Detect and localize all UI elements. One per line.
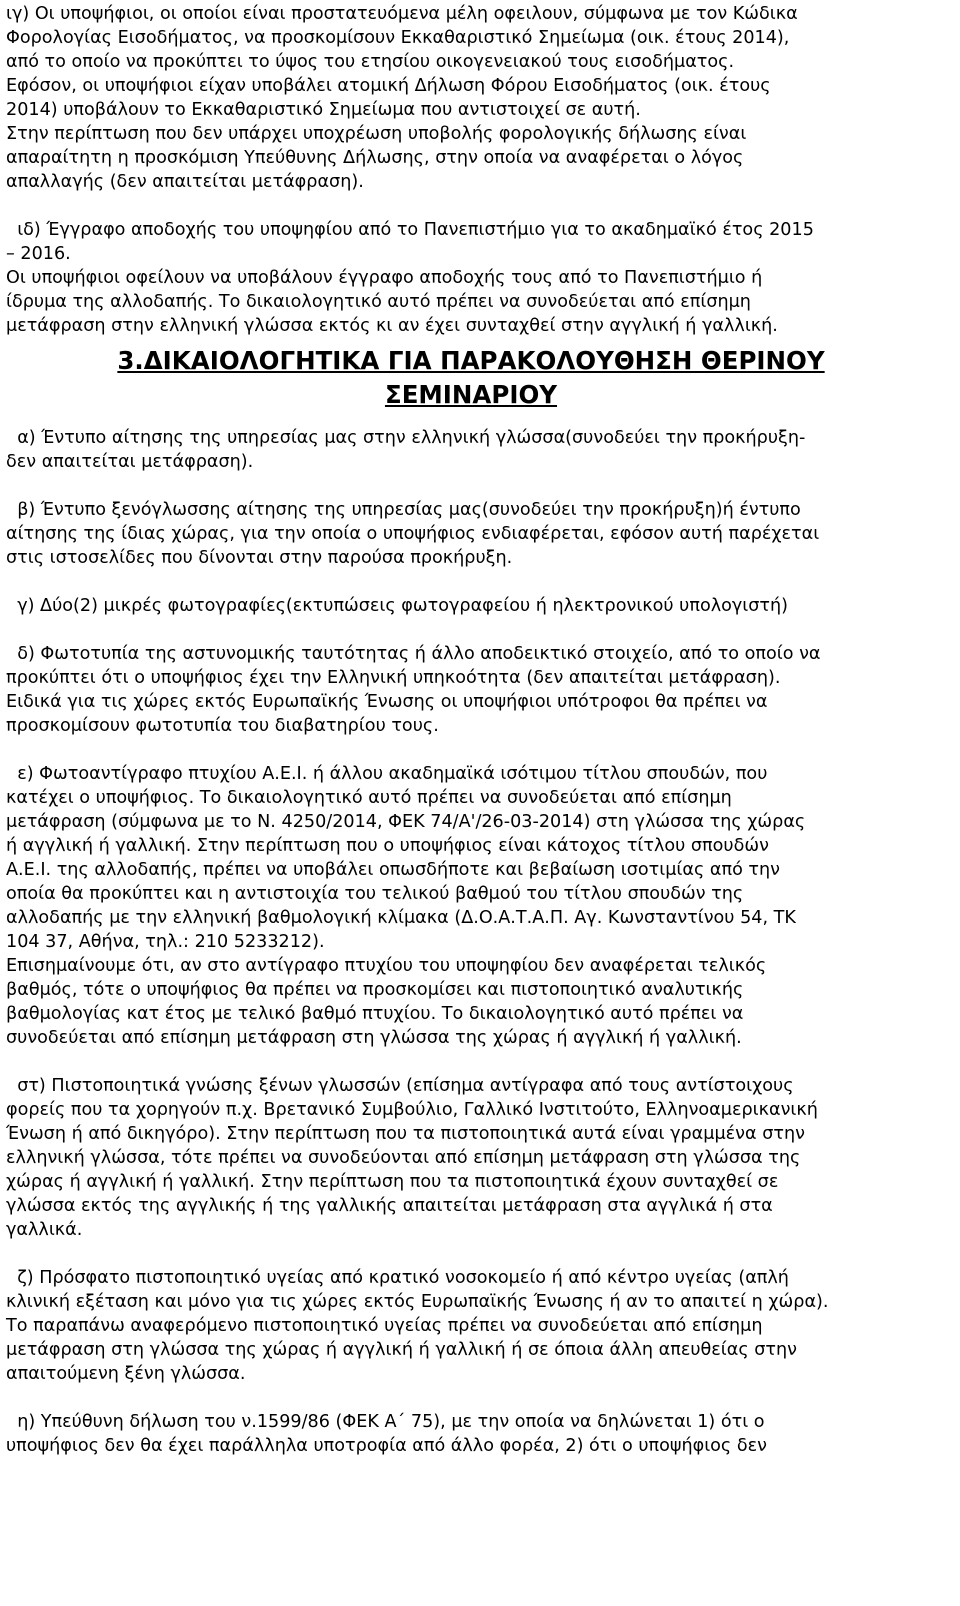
paragraph-st-language-certificates: στ) Πιστοποιητικά γνώσης ξένων γλωσσών (επίσημα αντίγραφα από τους αντίστοιχους φορείς που τα χορηγούν π.χ. Βρετανικό Συμβούλιο, Γαλλικό Ινστιτούτο, Ελληνοαμερικανική Ένωση ή από δικηγόρο). Στην περίπτωση που τα πιστοποιητικά αυτά είναι γραμμένα στην ελληνική γλώσσα, τότε πρέπει να συνοδεύονται από επίσημη μετάφραση στη γλώσσα της χώρας ή αγγλική ή γαλλική. Στην περίπτωση που τα πιστοποιητικά έχουν συνταχθεί σε γλώσσα εκτός της αγγλικής ή της γαλλικής απαιτείται μετάφραση στα αγγλικά ή στα γαλλικά. — [6, 1076, 818, 1240]
paragraph-spacer — [6, 1386, 936, 1410]
paragraph-d-id-card: δ) Φωτοτυπία της αστυνομικής ταυτότητας ή άλλο αποδεικτικό στοιχείο, από το οποίο να προκύπτει ότι ο υποψήφιος έχει την Ελληνική υπηκοότητα (δεν απαιτείται μετάφραση). Ειδικά για τις χώρες εκτός Ευρωπαϊκής Ένωσης οι υποψήφιοι υπότροφοι θα πρέπει να προσκομίσουν φωτοτυπία του διαβατηρίου τους. — [6, 644, 821, 736]
section-heading: 3.ΔΙΚΑΙΟΛΟΓΗΤΙΚΑ ΓΙΑ ΠΑΡΑΚΟΛΟΥΘΗΣΗ ΘΕΡΙΝΟΥ ΣΕΜΙΝΑΡΙΟΥ — [117, 346, 825, 409]
paragraph-spacer — [6, 474, 936, 498]
document-page — [6, 2, 936, 1458]
paragraph-spacer — [6, 1242, 936, 1266]
paragraph-spacer — [6, 194, 936, 218]
paragraph-spacer — [6, 570, 936, 594]
paragraph-ig-tax-statement: ιγ) Οι υποψήφιοι, οι οποίοι είναι προστατευόμενα μέλη οφειλουν, σύμφωνα με τον Κώδικα Φορολογίας Εισοδήματος, να προσκομίσουν Εκκαθαριστικό Σημείωμα (οικ. έτους 2014), από το οποίο να προκύπτει το ύψος του ετησίου οικογενειακού τους εισοδήματος. Εφόσον, οι υποψήφιοι είχαν υποβάλει ατομική Δήλωση Φόρου Εισοδήματος (οικ. έτους 2014) υποβάλουν το Εκκαθαριστικό Σημείωμα που αντιστοιχεί σε αυτή. Στην περίπτωση που δεν υπάρχει υποχρέωση υποβολής φορολογικής δήλωσης είναι απαραίτητη η προσκόμιση Υπεύθυνης Δήλωσης, στην οποία να αναφέρεται ο λόγος απαλλαγής (δεν απαιτείται μετάφραση). — [6, 4, 798, 192]
paragraph-spacer — [6, 738, 936, 762]
paragraph-z-health-certificate: ζ) Πρόσφατο πιστοποιητικό υγείας από κρατικό νοσοκομείο ή από κέντρο υγείας (απλή κλινική εξέταση και μόνο για τις χώρες εκτός Ευρωπαϊκής Ένωσης ή αν το απαιτεί η χώρα). Το παραπάνω αναφερόμενο πιστοποιητικό υγείας πρέπει να συνοδεύεται από επίσημη μετάφραση στη γλώσσα της χώρας ή αγγλική ή γαλλική ή σε όποια άλλη απευθείας στην απαιτούμενη ξένη γλώσσα. — [6, 1268, 829, 1384]
paragraph-spacer — [6, 618, 936, 642]
paragraph-spacer — [6, 1050, 936, 1074]
paragraph-g-photographs: γ) Δύο(2) μικρές φωτογραφίες(εκτυπώσεις φωτογραφείου ή ηλεκτρονικού υπολογιστή) — [6, 596, 789, 616]
paragraph-a-application-form: α) Έντυπο αίτησης της υπηρεσίας μας στην ελληνική γλώσσα(συνοδεύει την προκήρυξη- δεν απαιτείται μετάφραση). — [6, 428, 806, 472]
paragraph-b-foreign-application-form: β) Έντυπο ξενόγλωσσης αίτησης της υπηρεσίας μας(συνοδεύει την προκήρυξη)ή έντυπο αίτησης της ίδιας χώρας, για την οποία ο υποψήφιος ενδιαφέρεται, εφόσον αυτή παρέχεται στις ιστοσελίδες που δίνονται στην παρούσα προκήρυξη. — [6, 500, 820, 568]
paragraph-id-acceptance-letter: ιδ) Έγγραφο αποδοχής του υποψηφίου από το Πανεπιστήμιο για το ακαδημαϊκό έτος 2015 – 2016. Οι υποψήφιοι οφείλουν να υποβάλουν έγγραφο αποδοχής τους από το Πανεπιστήμιο ή ίδρυμα της αλλοδαπής. Το δικαιολογητικό αυτό πρέπει να συνοδεύεται από επίσημη μετάφραση στην ελληνική γλώσσα εκτός κι αν έχει συνταχθεί στην αγγλική ή γαλλική. — [6, 220, 814, 336]
paragraph-e-degree-copy: ε) Φωτοαντίγραφο πτυχίου Α.Ε.Ι. ή άλλου ακαδημαϊκά ισότιμου τίτλου σπουδών, που κατέχει ο υποψήφιος. Το δικαιολογητικό αυτό πρέπει να συνοδεύεται από επίσημη μετάφραση (σύμφωνα με το Ν. 4250/2014, ΦΕΚ 74/Α'/26-03-2014) στη γλώσσα της χώρας ή αγγλική ή γαλλική. Στην περίπτωση που ο υποψήφιος είναι κάτοχος τίτλου σπουδών Α.Ε.Ι. της αλλοδαπής, πρέπει να υποβάλει οπωσδήποτε και βεβαίωση ισοτιμίας από την οποία θα προκύπτει και η αντιστοιχία του τελικού βαθμού του τίτλου σπουδών της αλλοδαπής με την ελληνική βαθμολογική κλίμακα (Δ.Ο.Α.Τ.Α.Π. Αγ. Κωνσταντίνου 54, ΤΚ 104 37, Αθήνα, τηλ.: 210 5233212). Επισημαίνουμε ότι, αν στο αντίγραφο πτυχίου του υποψηφίου δεν αναφέρεται τελικός βαθμός, τότε ο υποψήφιος θα πρέπει να προσκομίσει και πιστοποιητικό αναλυτικής βαθμολογίας κατ έτος με τελικό βαθμό πτυχίου. Το δικαιολογητικό αυτό πρέπει να συνοδεύεται από επίσημη μετάφραση στη γλώσσα της χώρας ή αγγλική ή γαλλική. — [6, 764, 806, 1048]
paragraph-i-solemn-declaration: η) Υπεύθυνη δήλωση του ν.1599/86 (ΦΕΚ Α΄ 75), με την οποία να δηλώνεται 1) ότι ο υποψήφιος δεν θα έχει παράλληλα υποτροφία από άλλο φορέα, 2) ότι ο υποψήφιος δεν — [6, 1412, 767, 1456]
